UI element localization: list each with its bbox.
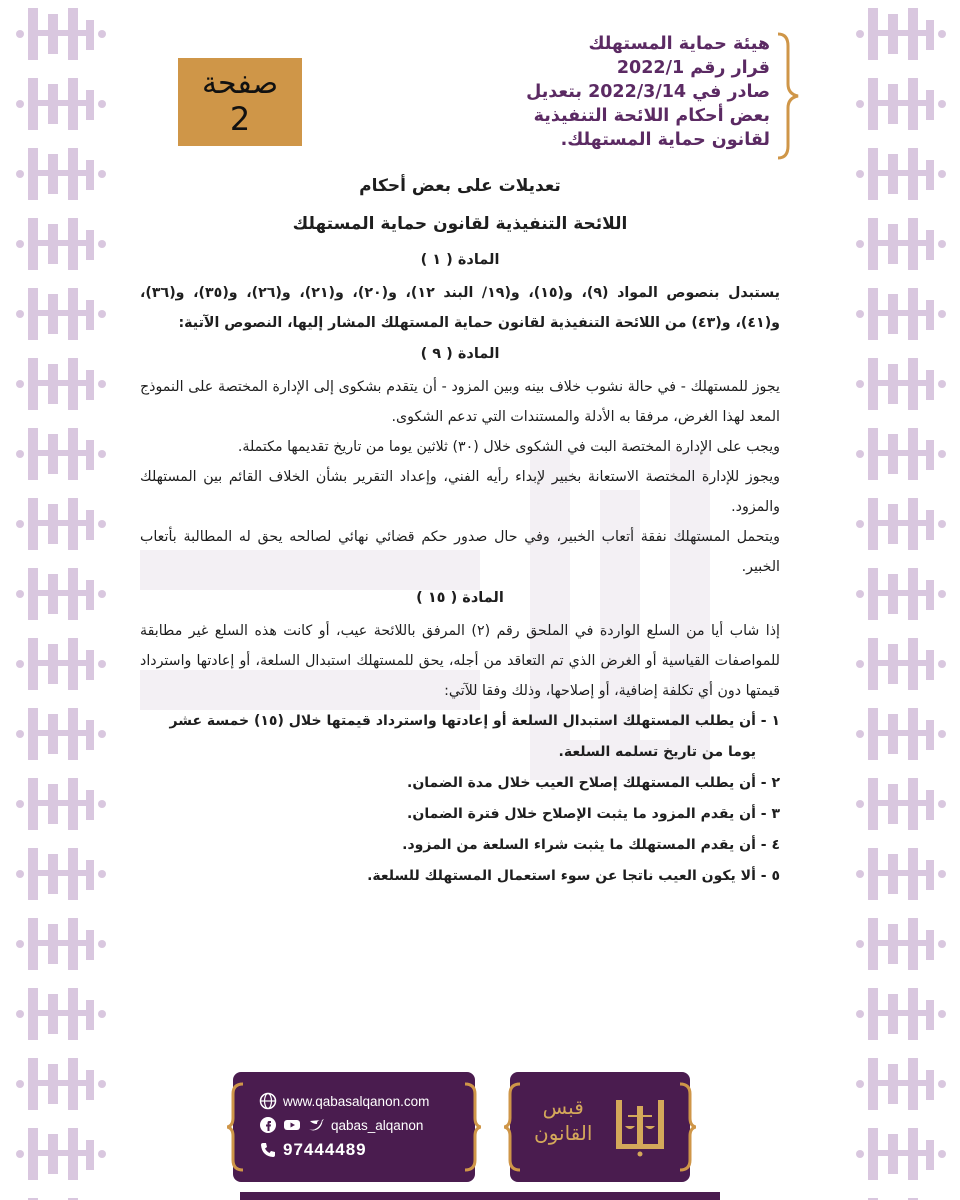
bracket-right-icon <box>459 1082 481 1172</box>
website-link[interactable] <box>259 1092 429 1110</box>
bracket-right-icon <box>674 1082 696 1172</box>
header-subject-2: لقانون حماية المستهلك. <box>560 130 770 150</box>
document-title-1: تعديلات على بعض أحكام <box>359 176 561 196</box>
article-9-paragraph: ويجب على الإدارة المختصة البت في الشكوى خلال (٣٠) ثلاثين يوما من تاريخ تقديمها مكتملة. <box>237 439 780 455</box>
bracket-left-icon <box>504 1082 526 1172</box>
footer-contact-card <box>233 1072 475 1182</box>
page-number-box <box>178 58 302 146</box>
article-9-heading: المادة ( ٩ ) <box>420 346 500 362</box>
phone-text: 97444489 <box>283 1140 367 1159</box>
document-title-2: اللائحة التنفيذية لقانون حماية المستهلك <box>292 214 628 234</box>
article-1-text: يستبدل بنصوص المواد (٩)، و(١٥)، و(١٩/ البند ١٢)، و(٢٠)، و(٢١)، و(٢٦)، و(٣٥)، و(٣٦)، و(٤١)، و(٤٣) من اللائحة التنفيذية لقانون حماية المستهلك المشار إليها، النصوص الآتية: <box>140 285 780 331</box>
page-label: صفحة <box>201 66 279 101</box>
article-15-item: ٣ - أن يقدم المزود ما يثبت الإصلاح خلال فترة الضمان. <box>407 806 780 822</box>
article-9-paragraph: ويتحمل المستهلك نفقة أتعاب الخبير، وفي حال صدور حكم قضائي نهائي لصالحه يحق له المطالبة بأتعاب الخبير. <box>140 529 780 575</box>
article-1-heading: المادة ( ١ ) <box>420 252 500 268</box>
brand-name <box>534 1094 592 1146</box>
article-15-item: ٤ - أن يقدم المستهلك ما يثبت شراء السلعة من المزود. <box>402 837 780 853</box>
article-15-item: ٥ - ألا يكون العيب ناتجا عن سوء استعمال المستهلك للسلعة. <box>367 868 780 884</box>
phone-icon <box>259 1141 277 1159</box>
twitter-icon[interactable] <box>307 1116 325 1134</box>
bracket-left-icon <box>227 1082 249 1172</box>
facebook-icon[interactable] <box>259 1116 277 1134</box>
social-handle-text: qabas_alqanon <box>331 1117 424 1133</box>
article-15-intro: إذا شاب أيا من السلع الواردة في الملحق رقم (٢) المرفق باللائحة عيب، أو كانت هذه السلع غير مطابقة للمواصفات القياسية أو الغرض الذي تم التعاقد من أجله، يحق للمستهلك استبدال السلعة، أو إعادتها واسترداد قيمتها دون أي تكلفة إضافية، أو إصلاحها، وذلك وفقا للآتي: <box>140 623 780 699</box>
website-text: www.qabasalqanon.com <box>283 1093 430 1109</box>
brand-name-line2: القانون <box>534 1121 593 1145</box>
article-15-heading: المادة ( ١٥ ) <box>416 590 504 606</box>
bottom-strip <box>240 1192 720 1200</box>
curly-brace-icon <box>774 30 800 162</box>
header-lines <box>526 32 770 152</box>
decision-header <box>370 30 800 162</box>
article-15-item: ٢ - أن يطلب المستهلك إصلاح العيب خلال مدة الضمان. <box>407 775 780 791</box>
header-subject-1: بعض أحكام اللائحة التنفيذية <box>533 106 770 126</box>
footer-logo-card <box>510 1072 690 1182</box>
right-ornament-border <box>840 0 960 1200</box>
article-15-item: ١ - أن يطلب المستهلك استبدال السلعة أو إعادتها واسترداد قيمتها خلال (١٥) خمسة عشر يوما من تاريخ تسلمه السلعة. <box>169 713 780 760</box>
header-decision-number: قرار رقم 2022/1 <box>616 58 770 78</box>
brand-name-line1: قبس <box>542 1095 584 1119</box>
youtube-icon[interactable] <box>283 1116 301 1134</box>
page-number: 2 <box>229 100 251 138</box>
article-9-paragraph: يجوز للمستهلك - في حالة نشوب خلاف بينه وبين المزود - أن يتقدم بشكوى إلى الإدارة المختصة على النموذج المعد لهذا الغرض، مرفقا به الأدلة والمستندات التي تدعم الشكوى. <box>140 379 780 425</box>
globe-icon <box>259 1092 277 1110</box>
header-authority: هيئة حماية المستهلك <box>588 34 770 54</box>
phone-number[interactable] <box>259 1140 367 1160</box>
article-9-paragraph: ويجوز للإدارة المختصة الاستعانة بخبير لإبداء رأيه الفني، وإعداد التقرير بشأن الخلاف القائم بين المستهلك والمزود. <box>140 469 780 515</box>
document-body <box>140 170 780 892</box>
scales-logo-icon <box>612 1094 668 1158</box>
social-handles[interactable] <box>259 1116 423 1134</box>
header-issue-date: صادر في 2022/3/14 بتعديل <box>526 82 770 102</box>
